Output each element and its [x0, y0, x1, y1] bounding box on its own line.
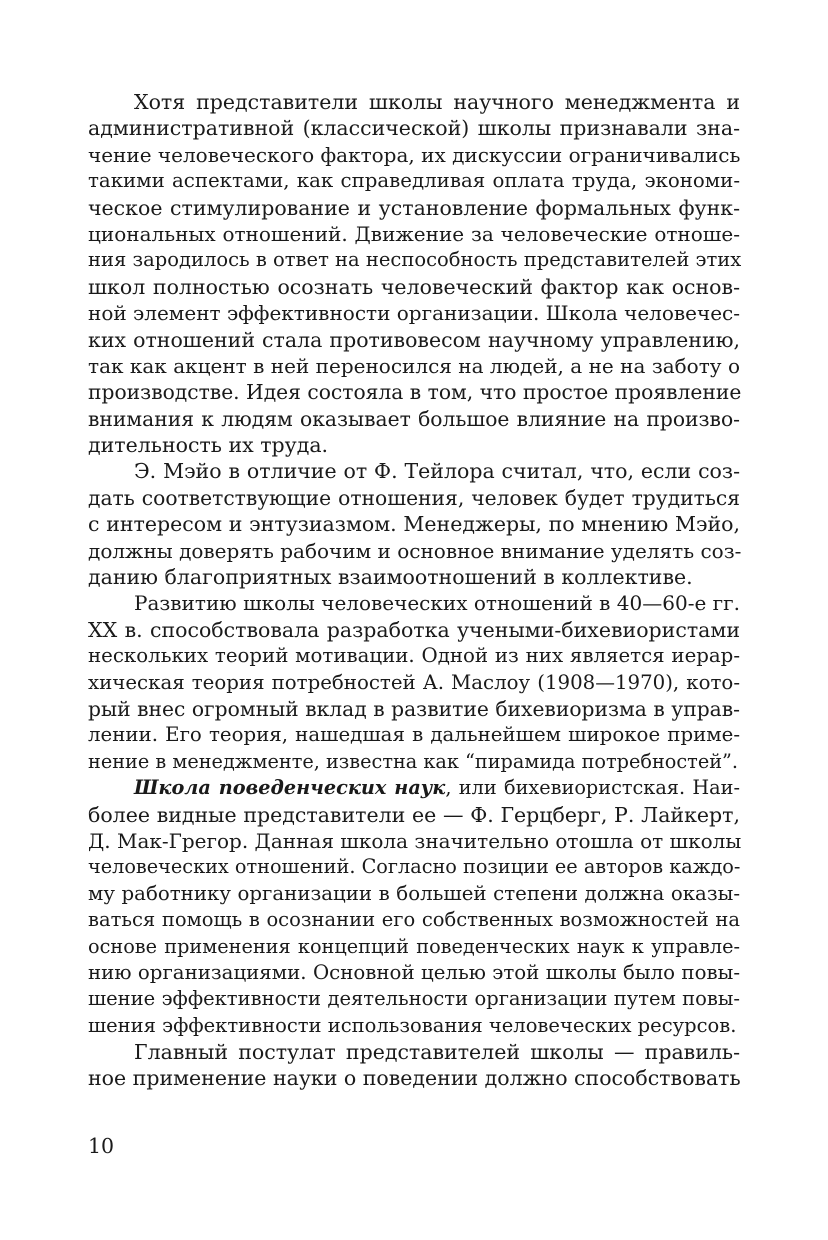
- text-line: ваться помощь в осознании его собственных возможностей на: [88, 908, 740, 932]
- text-line: хическая теория потребностей А. Маслоу (1908—1970), кото-: [88, 670, 740, 694]
- text-line: так как акцент в ней переносился на людей, а не на заботу о: [88, 353, 740, 378]
- text-line: школ полностью осознать человеческий фактор как основ-: [88, 274, 740, 299]
- text-line: нескольких теорий мотивации. Одной из них является иерар-: [88, 644, 740, 668]
- text-line: Хотя представители школы научного менеджмента и: [134, 90, 740, 114]
- text-line: лении. Его теория, нашедшая в дальнейшем широкое приме-: [88, 723, 740, 747]
- text-line: ной элемент эффективности организации. Школа человечес-: [88, 301, 741, 326]
- body-text: [88, 89, 740, 1092]
- text-line: должны доверять рабочим и основное внимание уделять соз-: [88, 538, 742, 563]
- section-term: Школа поведенческих наук: [134, 776, 446, 800]
- text-line: циональных отношений. Движение за человеческие отноше-: [88, 221, 740, 246]
- text-line: производстве. Идея состояла в том, что простое проявление: [88, 380, 742, 405]
- text-line: такими аспектами, как справедливая оплата труда, экономи-: [88, 169, 740, 193]
- text-line: нию организациями. Основной целью этой школы было повы-: [88, 960, 740, 984]
- text-line: более видные представители ее — Ф. Герцберг, Р. Лайкерт,: [88, 802, 740, 827]
- text-line: ния зародилось в ответ на неспособность представителей этих: [88, 248, 742, 272]
- text-line: дительность их труда.: [88, 433, 329, 458]
- text-line: рый внес огромный вклад в развитие бихевиоризма в управ-: [88, 696, 740, 721]
- text-line: внимания к людям оказывает большое влияние на произво-: [88, 406, 740, 431]
- text-line: ческое стимулирование и установление формальных функ-: [88, 195, 740, 220]
- text-line: [88, 775, 740, 801]
- text-line: ких отношений стала противовесом научному управлению,: [88, 327, 740, 352]
- paragraph-mayo: [88, 458, 740, 590]
- paragraph-main-postulate: [88, 1039, 740, 1092]
- text-line: шение эффективности деятельности организации путем повы-: [88, 987, 740, 1011]
- text-line: человеческих отношений. Согласно позиции ее авторов каждо-: [88, 855, 741, 879]
- text-line-rest: , или бихевиористская. Наи-: [445, 776, 740, 800]
- text-line: нение в менеджменте, известна как “пирамида потребностей”.: [88, 749, 739, 773]
- text-line: Д. Мак-Грегор. Данная школа значительно отошла от школы: [88, 828, 742, 853]
- text-line: данию благоприятных взаимоотношений в коллективе.: [88, 565, 693, 590]
- text-line: му работнику организации в большей степени должна оказы-: [88, 881, 740, 905]
- text-line: Э. Мэйо в отличие от Ф. Тейлора считал, что, если соз-: [134, 459, 740, 484]
- text-line: административной (классической) школы признавали зна-: [88, 116, 740, 141]
- text-line: Главный постулат представителей школы — правиль-: [134, 1040, 740, 1065]
- text-line: Развитию школы человеческих отношений в 40—60-е гг.: [134, 591, 740, 616]
- text-line: чение человеческого фактора, их дискуссии ограничивались: [88, 142, 741, 167]
- text-line: шения эффективности использования человеческих ресурсов.: [88, 1013, 737, 1037]
- text-line: основе применения концепций поведенческих наук к управле-: [88, 934, 740, 958]
- text-line: XX в. способствовала разработка учеными-бихевиористами: [88, 617, 740, 642]
- paragraph-human-relations: [88, 89, 740, 458]
- paragraph-behavioral-school: [88, 775, 740, 1039]
- page-number: 10: [88, 1134, 115, 1158]
- text-line: дать соответствующие отношения, человек будет трудиться: [88, 485, 740, 510]
- text-line: с интересом и энтузиазмом. Менеджеры, по мнению Мэйо,: [88, 512, 740, 537]
- text-line: ное применение науки о поведении должно способствовать: [88, 1066, 741, 1091]
- paragraph-maslow: [88, 590, 740, 775]
